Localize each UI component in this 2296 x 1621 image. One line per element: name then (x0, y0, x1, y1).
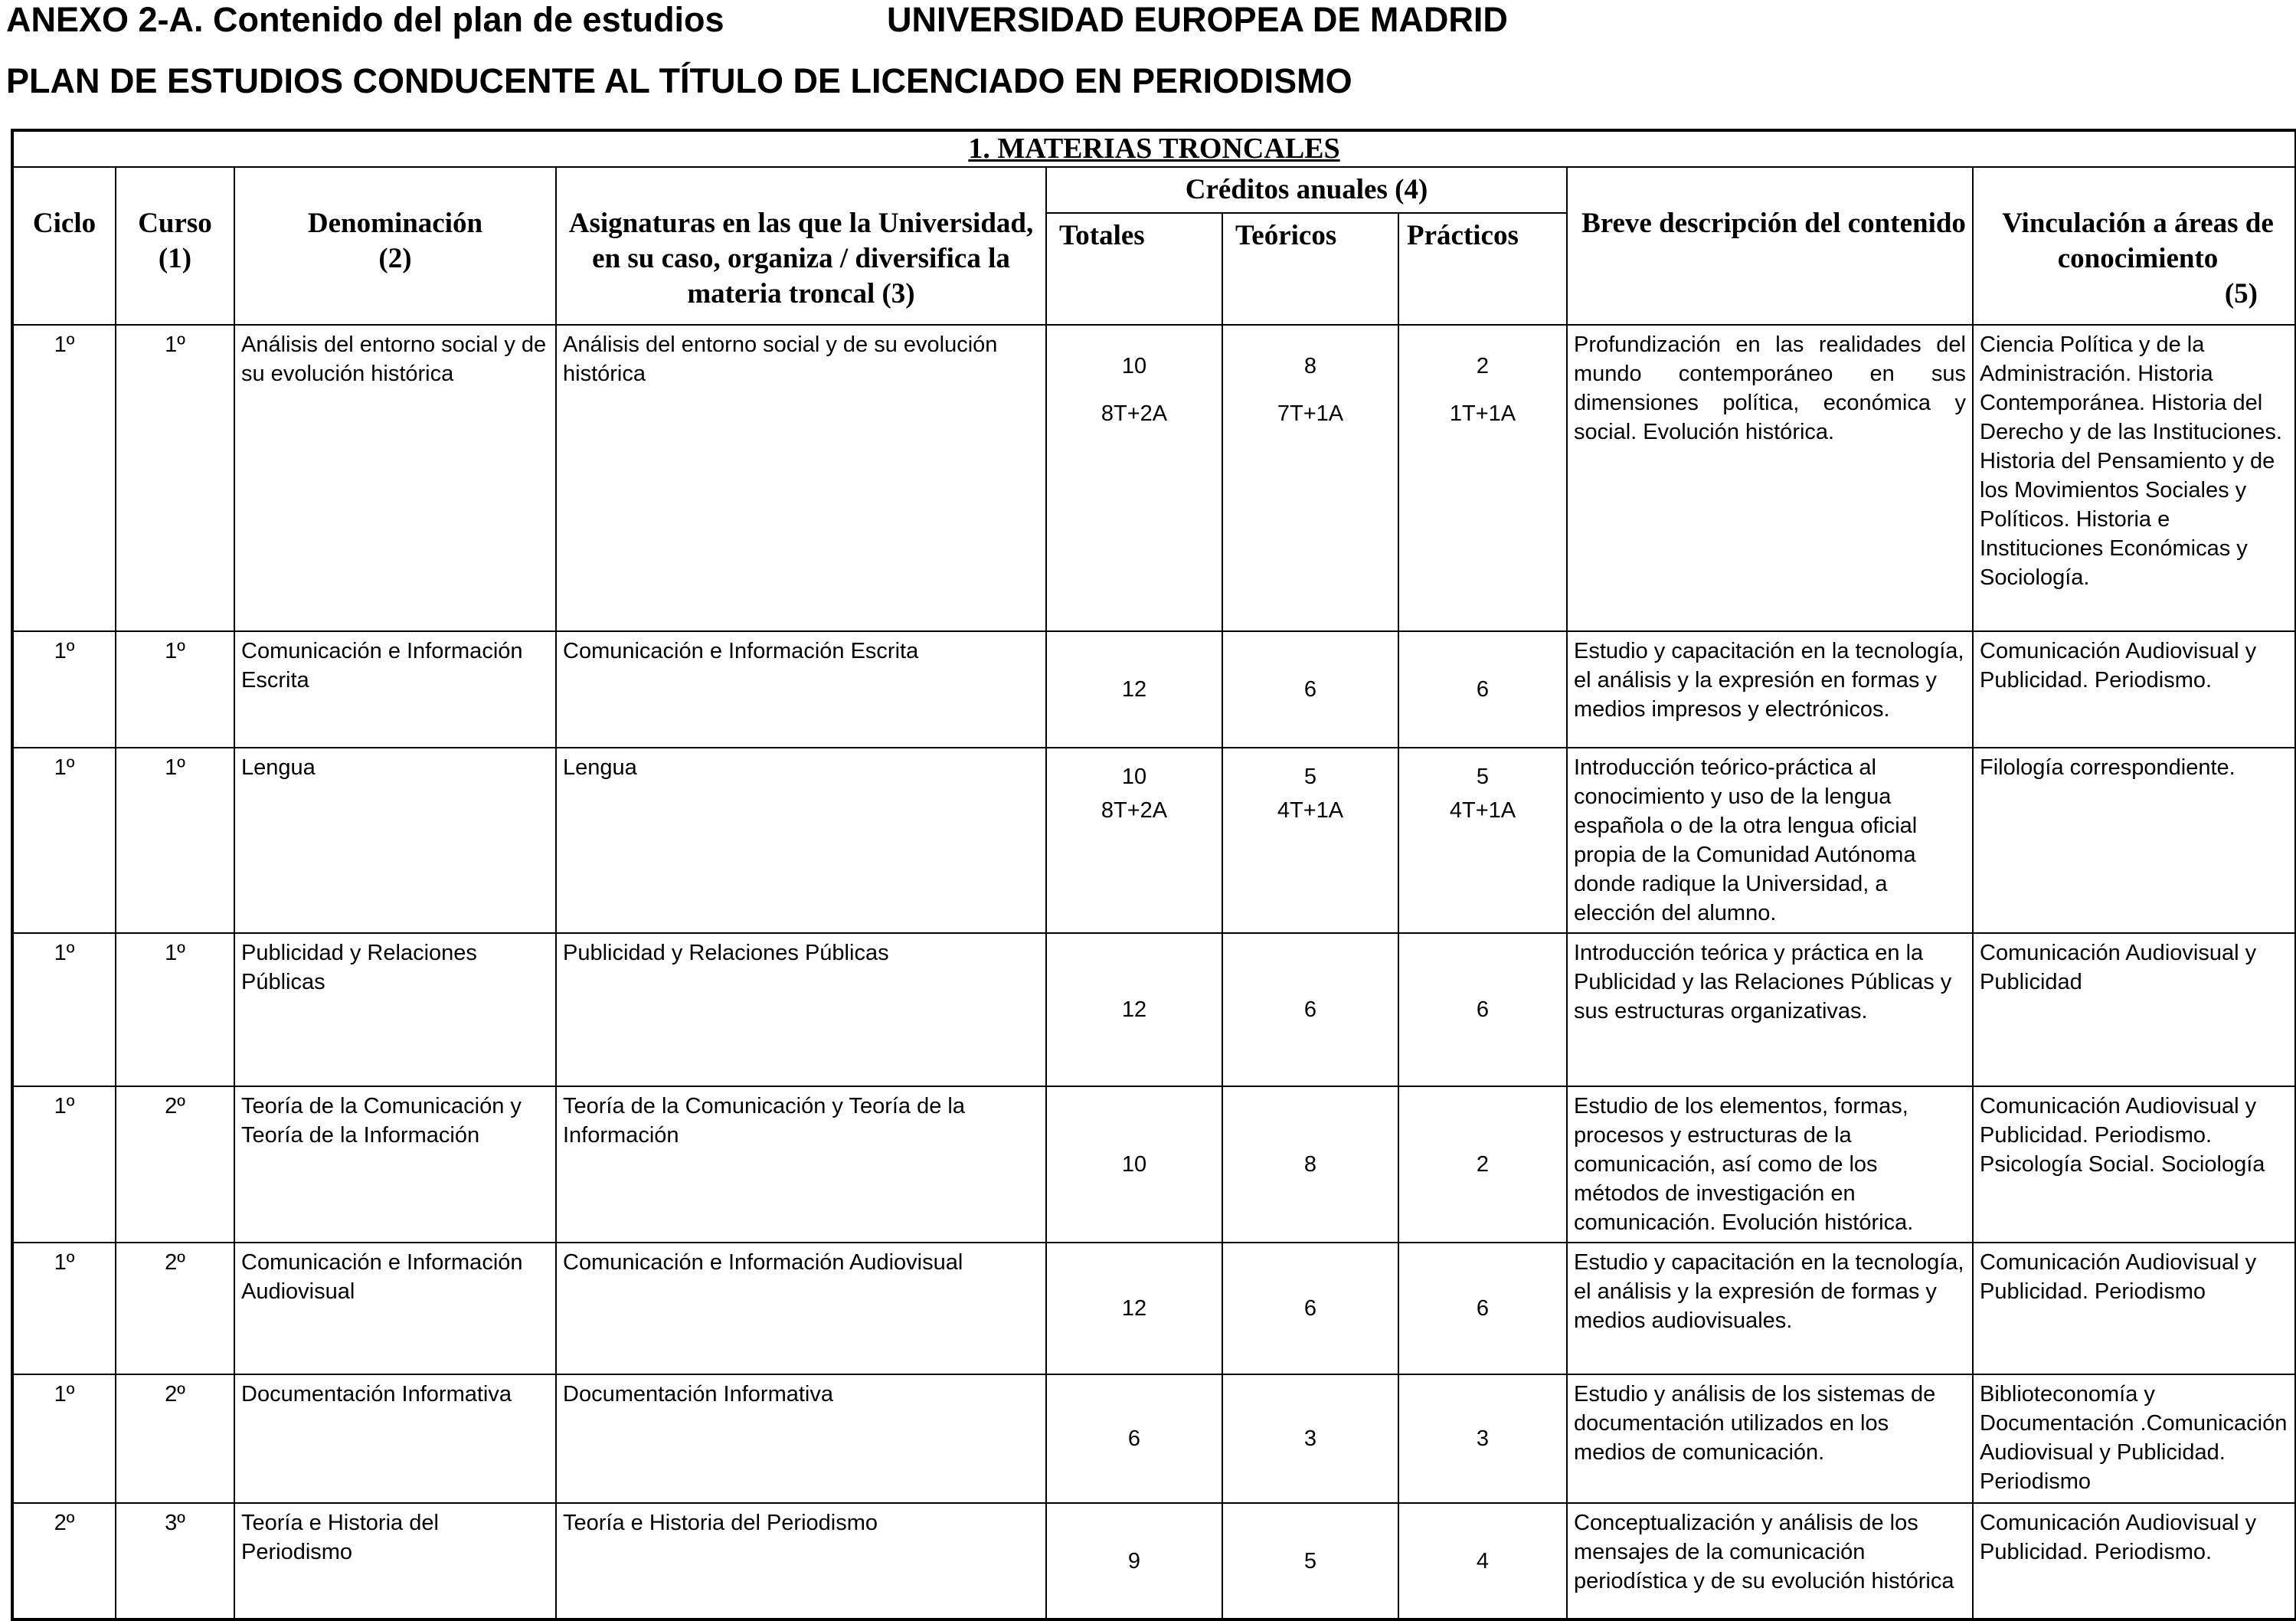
practicos-cell (1398, 748, 1567, 933)
totales-value: 10 (1121, 765, 1147, 789)
ciclo-cell: 1º (12, 325, 116, 631)
ciclo-cell: 1º (12, 748, 116, 933)
teoricos-value: 8 (1303, 354, 1317, 378)
col-vinculacion (1973, 167, 2296, 325)
asignaturas-cell: Publicidad y Relaciones Públicas (556, 933, 1046, 1086)
denominacion-cell: Comunicación e Información Escrita (234, 631, 556, 748)
col-practicos: Prácticos (1398, 213, 1567, 325)
ciclo-cell: 1º (12, 1374, 116, 1503)
teoricos-cell (1222, 1503, 1398, 1619)
section-title: 1. MATERIAS TRONCALES (12, 130, 2296, 167)
ciclo-cell: 1º (12, 1243, 116, 1374)
teoricos-value: 6 (1303, 677, 1317, 702)
totales-value: 12 (1121, 997, 1147, 1022)
practicos-cell (1398, 1243, 1567, 1374)
totales-breakdown: 8T+2A (1101, 798, 1168, 823)
table-row (12, 1503, 2296, 1619)
curso-cell: 2º (116, 1243, 234, 1374)
totales-cell (1046, 1243, 1222, 1374)
col-descripcion: Breve descripción del contenido (1567, 167, 1973, 325)
teoricos-value: 8 (1303, 1152, 1317, 1177)
practicos-value: 2 (1476, 354, 1490, 378)
practicos-cell (1398, 933, 1567, 1086)
totales-cell (1046, 1086, 1222, 1243)
subjects-table (11, 129, 2296, 1621)
practicos-value: 2 (1476, 1152, 1490, 1177)
totales-cell (1046, 325, 1222, 631)
denominacion-cell: Análisis del entorno social y de su evolución histórica (234, 325, 556, 631)
annex-heading (6, 0, 1508, 40)
teoricos-cell (1222, 1374, 1398, 1503)
table-row (12, 933, 2296, 1086)
table-row (12, 631, 2296, 748)
descripcion-cell: Estudio y análisis de los sistemas de documentación utilizados en los medios de comunicación. (1567, 1374, 1973, 1503)
teoricos-value: 6 (1303, 997, 1317, 1022)
totales-value: 6 (1127, 1426, 1141, 1451)
totales-cell (1046, 748, 1222, 933)
denominacion-cell: Documentación Informativa (234, 1374, 556, 1503)
descripcion-cell: Introducción teórico-práctica al conocimiento y uso de la lengua española o de la otra lengua oficial propia de la Comunidad Autónoma donde radique la Universidad, a elección del alumno. (1567, 748, 1973, 933)
denominacion-cell: Comunicación e Información Audiovisual (234, 1243, 556, 1374)
section-title-row (12, 130, 2296, 167)
teoricos-breakdown: 7T+1A (1277, 401, 1344, 426)
practicos-cell (1398, 1086, 1567, 1243)
col-curso-note: (1) (158, 243, 192, 274)
practicos-value: 5 (1476, 765, 1490, 789)
ciclo-cell: 1º (12, 933, 116, 1086)
teoricos-cell (1222, 1243, 1398, 1374)
practicos-cell (1398, 1503, 1567, 1619)
descripcion-cell: Profundización en las realidades del mundo contemporáneo en sus dimensiones política, económica y social. Evolución histórica. (1567, 325, 1973, 631)
totales-cell (1046, 933, 1222, 1086)
denominacion-cell: Teoría e Historia del Periodismo (234, 1503, 556, 1619)
practicos-cell (1398, 325, 1567, 631)
curso-cell: 3º (116, 1503, 234, 1619)
practicos-cell (1398, 631, 1567, 748)
curso-cell: 2º (116, 1086, 234, 1243)
table-row (12, 325, 2296, 631)
teoricos-value: 6 (1303, 1296, 1317, 1321)
col-vinculacion-label: Vinculación a áreas de conocimiento (2002, 208, 2274, 274)
plan-title: PLAN DE ESTUDIOS CONDUCENTE AL TÍTULO DE LICENCIADO EN PERIODISMO (6, 61, 1352, 100)
teoricos-value: 5 (1303, 765, 1317, 789)
teoricos-cell (1222, 631, 1398, 748)
col-denominacion (234, 167, 556, 325)
table-row (12, 1374, 2296, 1503)
practicos-cell (1398, 1374, 1567, 1503)
col-curso-label: Curso (138, 208, 212, 239)
vinculacion-cell: Comunicación Audiovisual y Publicidad. Periodismo. Psicología Social. Sociología (1973, 1086, 2296, 1243)
curso-cell: 1º (116, 933, 234, 1086)
practicos-value: 3 (1476, 1426, 1490, 1451)
col-asignaturas: Asignaturas en las que la Universidad, en su caso, organiza / diversifica la materia troncal (3) (556, 167, 1046, 325)
totales-cell (1046, 1374, 1222, 1503)
denominacion-cell: Publicidad y Relaciones Públicas (234, 933, 556, 1086)
teoricos-cell (1222, 1086, 1398, 1243)
annex-title: ANEXO 2-A. Contenido del plan de estudios (6, 0, 724, 39)
asignaturas-cell: Análisis del entorno social y de su evolución histórica (556, 325, 1046, 631)
vinculacion-cell: Comunicación Audiovisual y Publicidad (1973, 933, 2296, 1086)
ciclo-cell: 1º (12, 631, 116, 748)
col-curso (116, 167, 234, 325)
col-totales: Totales (1046, 213, 1222, 325)
header-row-1 (12, 167, 2296, 213)
curso-cell: 1º (116, 748, 234, 933)
practicos-value: 4 (1476, 1548, 1490, 1574)
asignaturas-cell: Comunicación e Información Audiovisual (556, 1243, 1046, 1374)
vinculacion-cell: Biblioteconomía y Documentación .Comunicación Audiovisual y Publicidad. Periodismo (1973, 1374, 2296, 1503)
teoricos-cell (1222, 325, 1398, 631)
practicos-value: 6 (1476, 677, 1490, 702)
asignaturas-cell: Comunicación e Información Escrita (556, 631, 1046, 748)
descripcion-cell: Introducción teórica y práctica en la Publicidad y las Relaciones Públicas y sus estructuras organizativas. (1567, 933, 1973, 1086)
totales-value: 12 (1121, 1296, 1147, 1321)
university-name: UNIVERSIDAD EUROPEA DE MADRID (887, 0, 1508, 39)
col-denominacion-label: Denominación (307, 208, 483, 239)
vinculacion-cell: Ciencia Política y de la Administración. Historia Contemporánea. Historia del Derecho y de las Instituciones. Historia del Pensamiento y de los Movimientos Sociales y Políticos. Historia e Instituciones Económicas y Sociología. (1973, 325, 2296, 631)
teoricos-value: 5 (1303, 1548, 1317, 1574)
descripcion-cell: Estudio y capacitación en la tecnología, el análisis y la expresión en formas y medios impresos y electrónicos. (1567, 631, 1973, 748)
col-ciclo: Ciclo (12, 167, 116, 325)
denominacion-cell: Teoría de la Comunicación y Teoría de la Información (234, 1086, 556, 1243)
asignaturas-cell: Documentación Informativa (556, 1374, 1046, 1503)
col-vinculacion-note: (5) (2224, 278, 2258, 309)
descripcion-cell: Conceptualización y análisis de los mensajes de la comunicación periodística y de su evolución histórica (1567, 1503, 1973, 1619)
curso-cell: 2º (116, 1374, 234, 1503)
practicos-value: 6 (1476, 997, 1490, 1022)
totales-value: 10 (1121, 1152, 1147, 1177)
totales-cell (1046, 1503, 1222, 1619)
teoricos-breakdown: 4T+1A (1277, 798, 1344, 823)
practicos-breakdown: 1T+1A (1449, 401, 1516, 426)
teoricos-cell (1222, 933, 1398, 1086)
curso-cell: 1º (116, 325, 234, 631)
curso-cell: 1º (116, 631, 234, 748)
ciclo-cell: 2º (12, 1503, 116, 1619)
asignaturas-cell: Teoría e Historia del Periodismo (556, 1503, 1046, 1619)
totales-value: 10 (1121, 354, 1147, 378)
asignaturas-cell: Lengua (556, 748, 1046, 933)
table-row (12, 748, 2296, 933)
descripcion-cell: Estudio y capacitación en la tecnología, el análisis y la expresión de formas y medios audiovisuales. (1567, 1243, 1973, 1374)
col-teoricos: Teóricos (1222, 213, 1398, 325)
totales-cell (1046, 631, 1222, 748)
denominacion-cell: Lengua (234, 748, 556, 933)
vinculacion-cell: Comunicación Audiovisual y Publicidad. Periodismo (1973, 1243, 2296, 1374)
table-row (12, 1243, 2296, 1374)
teoricos-cell (1222, 748, 1398, 933)
asignaturas-cell: Teoría de la Comunicación y Teoría de la Información (556, 1086, 1046, 1243)
totales-breakdown: 8T+2A (1101, 401, 1168, 426)
practicos-value: 6 (1476, 1296, 1490, 1321)
ciclo-cell: 1º (12, 1086, 116, 1243)
totales-value: 9 (1127, 1548, 1141, 1574)
vinculacion-cell: Filología correspondiente. (1973, 748, 2296, 933)
teoricos-value: 3 (1303, 1426, 1317, 1451)
vinculacion-cell: Comunicación Audiovisual y Publicidad. Periodismo. (1973, 631, 2296, 748)
descripcion-cell: Estudio de los elementos, formas, procesos y estructuras de la comunicación, así como de los métodos de investigación en comunicación. Evolución histórica. (1567, 1086, 1973, 1243)
totales-value: 12 (1121, 677, 1147, 702)
practicos-breakdown: 4T+1A (1449, 798, 1516, 823)
col-denominacion-note: (2) (378, 243, 412, 274)
vinculacion-cell: Comunicación Audiovisual y Publicidad. Periodismo. (1973, 1503, 2296, 1619)
table-row (12, 1086, 2296, 1243)
credits-group-header: Créditos anuales (4) (1046, 167, 1567, 213)
